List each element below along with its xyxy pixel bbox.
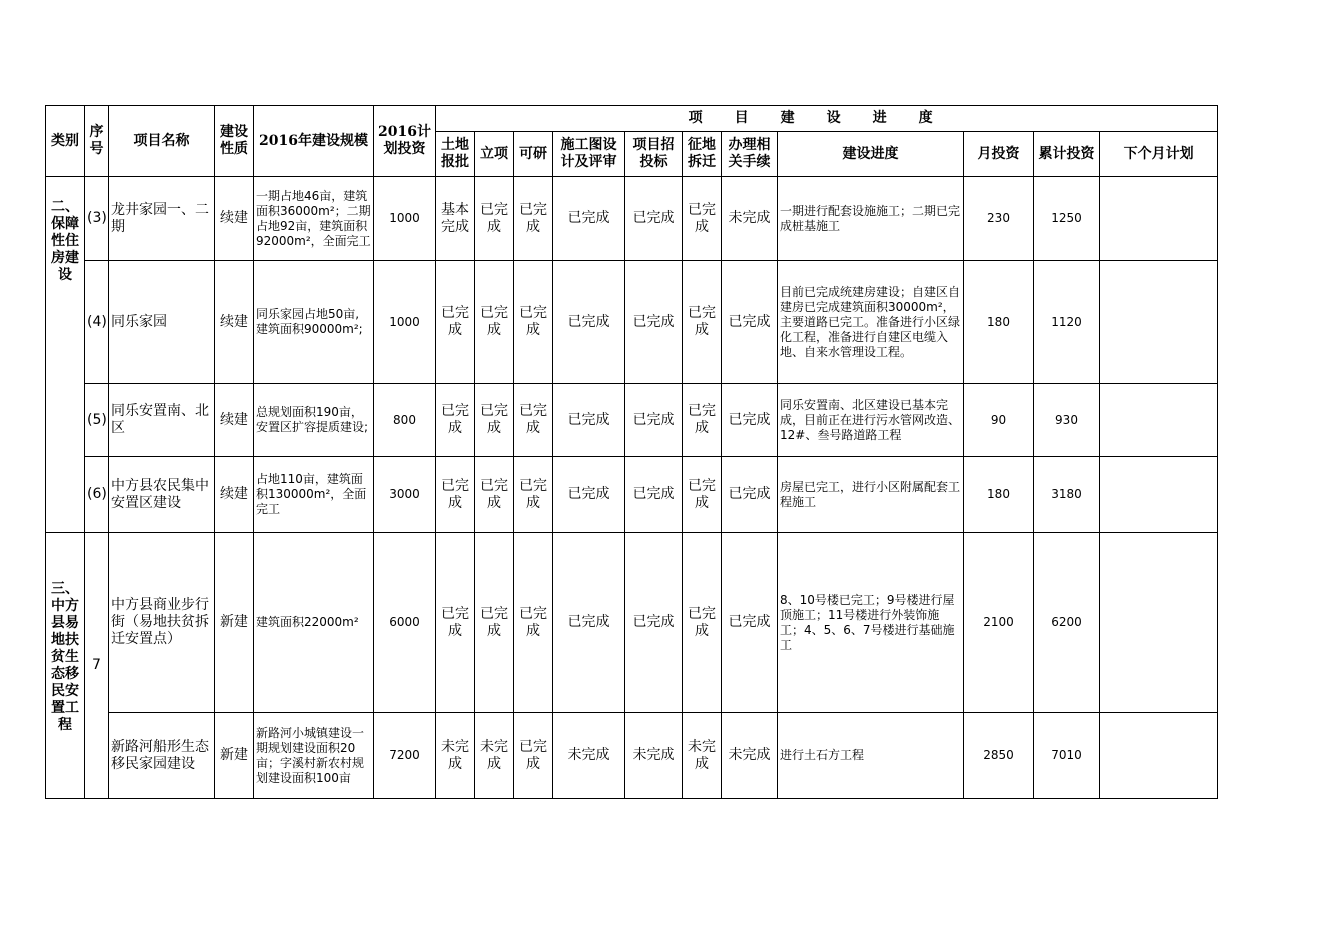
table-row — [46, 533, 1218, 713]
table-row — [46, 457, 1218, 533]
bidding-cell: 已完成 — [625, 261, 683, 384]
progress-cell: 房屋已完工，进行小区附属配套工程施工 — [778, 457, 964, 533]
nature-cell: 新建 — [215, 713, 254, 799]
seq-cell: (3) — [85, 177, 109, 261]
scale-cell: 一期占地46亩，建筑面积36000m²；二期占地92亩，建筑面积92000m²，全面完工 — [254, 177, 374, 261]
name-cell: 同乐家园 — [109, 261, 215, 384]
header-monthly: 月投资 — [964, 132, 1034, 177]
bidding-cell: 未完成 — [625, 713, 683, 799]
cumulative-cell: 1250 — [1034, 177, 1100, 261]
monthly-cell: 180 — [964, 261, 1034, 384]
approval-cell: 已完成 — [475, 533, 514, 713]
monthly-cell: 2850 — [964, 713, 1034, 799]
land-cell: 基本完成 — [436, 177, 475, 261]
seq-cell: (5) — [85, 384, 109, 457]
cumulative-cell: 930 — [1034, 384, 1100, 457]
header-bidding: 项目招投标 — [625, 132, 683, 177]
feasibility-cell: 已完成 — [514, 533, 553, 713]
bidding-cell: 已完成 — [625, 177, 683, 261]
feasibility-cell: 已完成 — [514, 457, 553, 533]
scale-cell: 新路河小城镇建设一期规划建设面积20亩；字溪村新农村规划建设面积100亩 — [254, 713, 374, 799]
next-plan-cell — [1100, 384, 1218, 457]
header-progress-group: 项目建设进度 — [436, 106, 1218, 132]
next-plan-cell — [1100, 533, 1218, 713]
table-row — [46, 261, 1218, 384]
progress-cell: 一期进行配套设施施工；二期已完成桩基施工 — [778, 177, 964, 261]
approval-cell: 已完成 — [475, 384, 514, 457]
land-cell: 已完成 — [436, 533, 475, 713]
land-cell: 已完成 — [436, 384, 475, 457]
seq-cell: (6) — [85, 457, 109, 533]
header-category: 类别 — [46, 106, 85, 177]
approval-cell: 未完成 — [475, 713, 514, 799]
procedures-cell: 已完成 — [722, 533, 778, 713]
table-row — [46, 384, 1218, 457]
monthly-cell: 230 — [964, 177, 1034, 261]
nature-cell: 续建 — [215, 177, 254, 261]
header-progress: 建设进度 — [778, 132, 964, 177]
drawing-cell: 已完成 — [553, 261, 625, 384]
header-procedures: 办理相关手续 — [722, 132, 778, 177]
category-cell: 三、中方县易地扶贫生态移民安置工程 — [46, 533, 85, 799]
next-plan-cell — [1100, 713, 1218, 799]
drawing-cell: 已完成 — [553, 533, 625, 713]
approval-cell: 已完成 — [475, 261, 514, 384]
header-name: 项目名称 — [109, 106, 215, 177]
procedures-cell: 未完成 — [722, 177, 778, 261]
header-cumulative: 累计投资 — [1034, 132, 1100, 177]
monthly-cell: 90 — [964, 384, 1034, 457]
scale-cell: 同乐家园占地50亩,建筑面积90000m²; — [254, 261, 374, 384]
header-feasibility: 可研 — [514, 132, 553, 177]
demolition-cell: 已完成 — [683, 261, 722, 384]
bidding-cell: 已完成 — [625, 384, 683, 457]
header-demolition: 征地拆迁 — [683, 132, 722, 177]
feasibility-cell: 已完成 — [514, 261, 553, 384]
name-cell: 中方县农民集中安置区建设 — [109, 457, 215, 533]
progress-cell: 8、10号楼已完工；9号楼进行屋顶施工；11号楼进行外装饰施工；4、5、6、7号楼进行基础施工 — [778, 533, 964, 713]
feasibility-cell: 已完成 — [514, 713, 553, 799]
category-cell: 二、保障性住房建设 — [46, 177, 85, 533]
approval-cell: 已完成 — [475, 457, 514, 533]
scale-cell: 总规划面积190亩，安置区扩容提质建设; — [254, 384, 374, 457]
drawing-cell: 已完成 — [553, 384, 625, 457]
cumulative-cell: 3180 — [1034, 457, 1100, 533]
scale-cell: 占地110亩，建筑面积130000m²，全面完工 — [254, 457, 374, 533]
next-plan-cell — [1100, 177, 1218, 261]
demolition-cell: 已完成 — [683, 533, 722, 713]
drawing-cell: 已完成 — [553, 177, 625, 261]
land-cell: 已完成 — [436, 457, 475, 533]
progress-cell: 同乐安置南、北区建设已基本完成，目前正在进行污水管网改造、12#、叁号路道路工程 — [778, 384, 964, 457]
feasibility-cell: 已完成 — [514, 384, 553, 457]
bidding-cell: 已完成 — [625, 457, 683, 533]
demolition-cell: 已完成 — [683, 384, 722, 457]
header-next-plan: 下个月计划 — [1100, 132, 1218, 177]
land-cell: 未完成 — [436, 713, 475, 799]
cumulative-cell: 1120 — [1034, 261, 1100, 384]
name-cell: 龙井家园一、二期 — [109, 177, 215, 261]
procedures-cell: 已完成 — [722, 457, 778, 533]
header-land: 土地报批 — [436, 132, 475, 177]
name-cell: 同乐安置南、北区 — [109, 384, 215, 457]
bidding-cell: 已完成 — [625, 533, 683, 713]
seq-cell: (4) — [85, 261, 109, 384]
table-row — [46, 177, 1218, 261]
feasibility-cell: 已完成 — [514, 177, 553, 261]
cumulative-cell: 7010 — [1034, 713, 1100, 799]
header-scale: 2016年建设规模 — [254, 106, 374, 177]
progress-cell: 进行土石方工程 — [778, 713, 964, 799]
nature-cell: 续建 — [215, 261, 254, 384]
table-row — [46, 713, 1218, 799]
drawing-cell: 未完成 — [553, 713, 625, 799]
project-progress-table — [45, 105, 1218, 799]
plan-cell: 3000 — [374, 457, 436, 533]
header-seq: 序号 — [85, 106, 109, 177]
procedures-cell: 已完成 — [722, 384, 778, 457]
plan-cell: 6000 — [374, 533, 436, 713]
plan-cell: 1000 — [374, 261, 436, 384]
approval-cell: 已完成 — [475, 177, 514, 261]
seq-cell: 7 — [85, 533, 109, 799]
plan-cell: 1000 — [374, 177, 436, 261]
plan-cell: 7200 — [374, 713, 436, 799]
name-cell: 中方县商业步行街（易地扶贫拆迁安置点） — [109, 533, 215, 713]
header-nature: 建设性质 — [215, 106, 254, 177]
procedures-cell: 未完成 — [722, 713, 778, 799]
header-drawing: 施工图设计及评审 — [553, 132, 625, 177]
procedures-cell: 已完成 — [722, 261, 778, 384]
plan-cell: 800 — [374, 384, 436, 457]
monthly-cell: 180 — [964, 457, 1034, 533]
header-approval: 立项 — [475, 132, 514, 177]
nature-cell: 新建 — [215, 533, 254, 713]
progress-cell: 目前已完成统建房建设；自建区自建房已完成建筑面积30000m²，主要道路已完工。准备进行小区绿化工程，准备进行自建区电缆入地、自来水管理设工程。 — [778, 261, 964, 384]
drawing-cell: 已完成 — [553, 457, 625, 533]
header-plan: 2016计划投资 — [374, 106, 436, 177]
demolition-cell: 未完成 — [683, 713, 722, 799]
cumulative-cell: 6200 — [1034, 533, 1100, 713]
demolition-cell: 已完成 — [683, 177, 722, 261]
next-plan-cell — [1100, 261, 1218, 384]
nature-cell: 续建 — [215, 384, 254, 457]
nature-cell: 续建 — [215, 457, 254, 533]
demolition-cell: 已完成 — [683, 457, 722, 533]
monthly-cell: 2100 — [964, 533, 1034, 713]
name-cell: 新路河船形生态移民家园建设 — [109, 713, 215, 799]
scale-cell: 建筑面积22000m² — [254, 533, 374, 713]
land-cell: 已完成 — [436, 261, 475, 384]
next-plan-cell — [1100, 457, 1218, 533]
